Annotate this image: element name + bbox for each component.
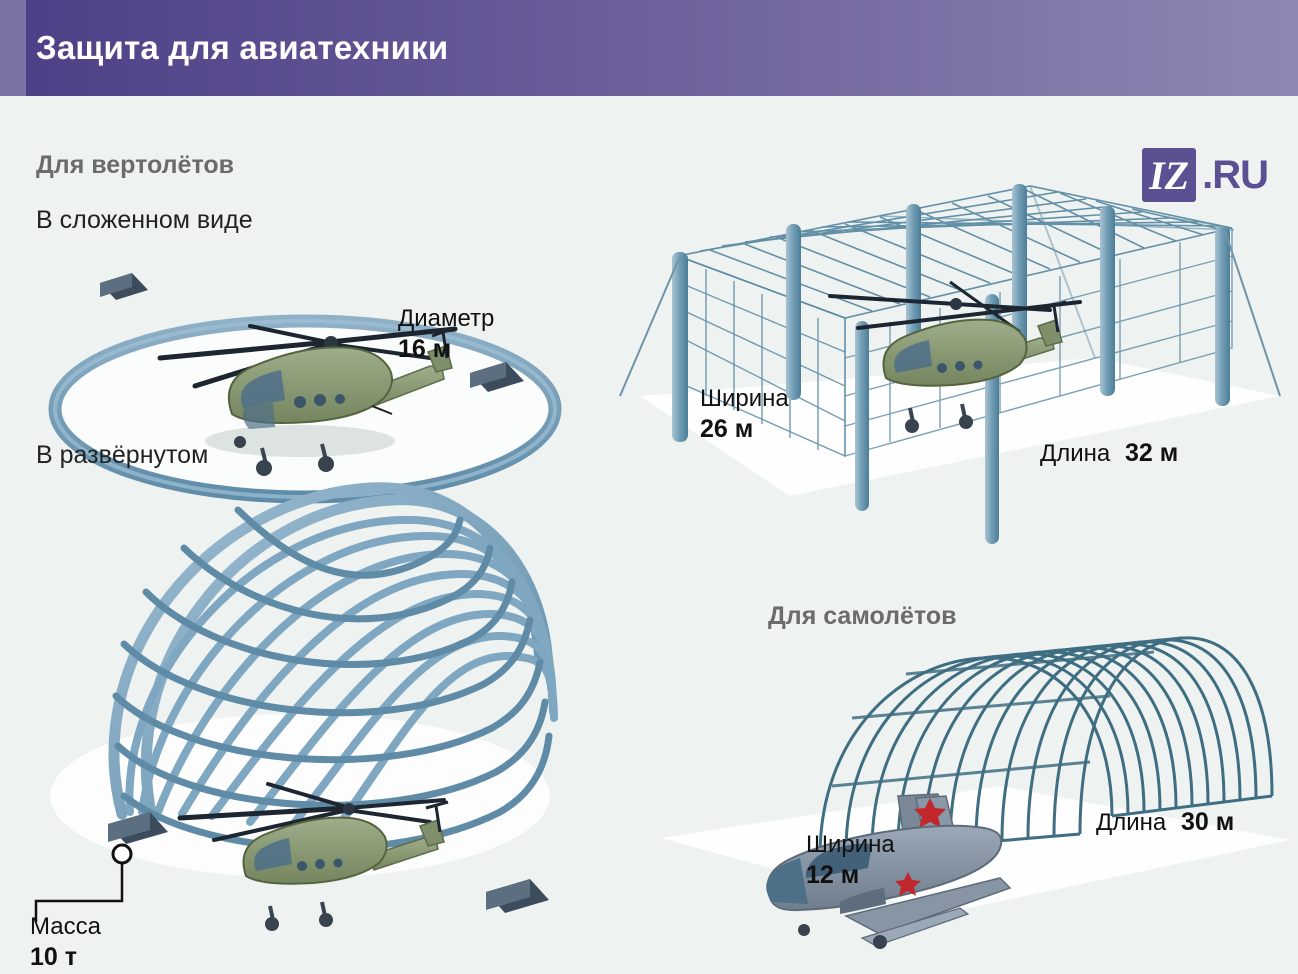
section-title-planes: Для самолётов — [768, 602, 957, 630]
measurement-net-width-value: 26 м — [700, 415, 754, 443]
measurement-diameter — [398, 304, 494, 364]
logo-domain: .RU — [1202, 152, 1268, 197]
section-title-helicopters: Для вертолётов — [36, 151, 235, 179]
measurement-net-length — [1040, 439, 1178, 468]
measurement-net-width-label: Ширина — [700, 385, 789, 412]
measurement-hangar-length — [1096, 808, 1234, 837]
hangar-illustration — [660, 638, 1290, 949]
measurement-mass — [30, 912, 101, 972]
subtitle-unfolded: В развёрнутом — [36, 441, 209, 469]
logo-mark: IZ — [1142, 148, 1196, 202]
measurement-hangar-length-label: Длина — [1096, 809, 1167, 836]
measurement-diameter-value: 16 м — [398, 335, 452, 363]
measurement-diameter-label: Диаметр — [398, 305, 495, 332]
page-header — [0, 0, 1298, 96]
header-accent-bar — [0, 0, 26, 96]
infographic-canvas — [0, 96, 1298, 974]
measurement-hangar-width-value: 12 м — [806, 861, 860, 889]
net-structure-illustration — [620, 184, 1280, 544]
dome-structure-illustration — [36, 488, 554, 931]
measurement-net-length-value: 32 м — [1124, 439, 1179, 467]
measurement-net-width — [700, 384, 789, 444]
measurement-hangar-length-value: 30 м — [1180, 808, 1235, 836]
measurement-net-length-label: Длина — [1040, 440, 1111, 467]
measurement-mass-label: Масса — [30, 913, 101, 940]
measurement-hangar-width-label: Ширина — [806, 831, 895, 858]
subtitle-folded: В сложенном виде — [36, 206, 253, 234]
measurement-mass-value: 10 т — [30, 943, 77, 971]
measurement-hangar-width — [806, 830, 895, 890]
page-title: Защита для авиатехники — [36, 29, 449, 66]
